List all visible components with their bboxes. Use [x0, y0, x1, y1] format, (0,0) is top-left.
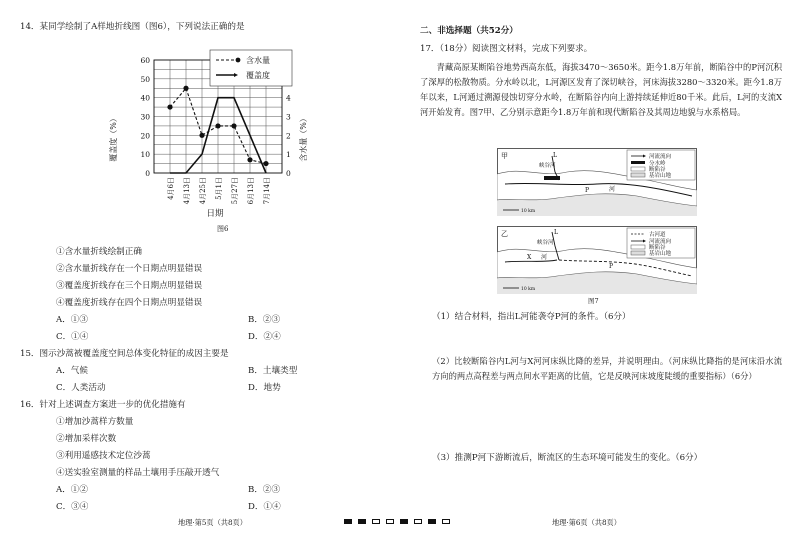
q14-item-3: ③覆盖度折线存在三个日期点明显错误: [56, 281, 203, 291]
q16-option-b[interactable]: B．②③: [248, 485, 281, 495]
marker-5: [400, 519, 408, 524]
map-b-legend-3: 断陷谷: [649, 245, 666, 251]
y-left-tick-label: 0: [145, 169, 150, 178]
y-right-label: 含水量（%）: [299, 114, 308, 162]
figure-6-caption: 图6: [217, 225, 229, 233]
x-tick-label: 4月6日: [167, 177, 175, 200]
q14-option-c[interactable]: C．①④: [56, 332, 89, 342]
figure-7b-map: [497, 226, 697, 294]
y-right-tick-label: 2: [286, 131, 291, 141]
map-a-tag: 甲: [501, 152, 508, 160]
q15-option-c[interactable]: C．人类活动: [56, 383, 106, 393]
q15-stem: 15．图示沙蒿被覆盖度空间总体变化特征的成因主要是: [20, 349, 229, 359]
data-point-water: [199, 133, 204, 138]
footer-left: 地理·第5页（共8页）: [178, 518, 247, 527]
y-left-label: 覆盖度（%）: [109, 114, 118, 162]
q17-sub1: （1）结合材料，指出L河能袭夺P河的条件。（6分）: [432, 312, 631, 322]
map-b-tag: 乙: [501, 230, 508, 238]
q16-stem: 16．针对上述调查方案进一步的优化措施有: [20, 400, 186, 410]
marker-1: [344, 519, 352, 524]
q14-option-d[interactable]: D．②④: [248, 332, 281, 342]
q15-option-a[interactable]: A．气候: [56, 366, 88, 376]
x-tick-label: 5月1日: [215, 177, 223, 200]
q14-option-a[interactable]: A．①③: [56, 315, 88, 325]
map-a-label-l: L: [553, 152, 557, 159]
map-b-legend-2: 河流流向: [649, 239, 672, 245]
x-tick-label: 4月25日: [199, 177, 207, 205]
y-right-tick-label: 4: [286, 93, 291, 103]
x-tick-label: 4月13日: [183, 177, 191, 205]
q16-option-a[interactable]: A．①②: [56, 485, 88, 495]
q14-item-1: ①含水量折线绘制正确: [56, 247, 142, 257]
map-b-scale: 10 km: [521, 287, 536, 292]
q16-item-1: ①增加沙蒿样方数量: [56, 417, 134, 427]
map-b-legend-4: 基岩山地: [649, 251, 672, 257]
map-a-scale: 10 km: [521, 209, 536, 214]
q16-option-c[interactable]: C．③④: [56, 502, 89, 512]
map-b-label-canyon: 峡谷河: [537, 240, 554, 246]
marker-3: [372, 519, 380, 524]
section-2-title: 二、非选择题（共52分）: [420, 26, 518, 36]
y-left-tick-label: 40: [140, 93, 150, 103]
q14-item-4: ④覆盖度折线存在四个日期点明显错误: [56, 298, 203, 308]
q17-stem: 17．（18分）阅读图文材料，完成下列要求。: [420, 44, 593, 54]
y-left-tick-label: 50: [140, 74, 150, 84]
x-axis-label: 日期: [206, 209, 224, 218]
q17-sub3: （3）推测P河下游断流后，断流区的生态环境可能发生的变化。（6分）: [432, 453, 703, 463]
marker-4: [386, 519, 394, 524]
y-right-tick-label: 0: [286, 169, 291, 178]
q15-option-b[interactable]: B．土壤类型: [248, 366, 298, 376]
map-b-label-l: L: [554, 229, 558, 236]
map-a-legend-3: 断陷谷: [649, 167, 666, 173]
map-b-label-p: P: [609, 263, 614, 270]
map-a-legend-1: 河流流向: [649, 154, 672, 160]
figure-7-caption: 图7: [588, 297, 599, 305]
map-b-label-river: 河: [541, 254, 548, 261]
figure-6-chart: [100, 38, 370, 218]
y-right-tick-label: 1: [286, 150, 291, 160]
map-a-label-river: 河: [609, 186, 616, 193]
q14-option-b[interactable]: B．②③: [248, 315, 281, 325]
x-tick-label: 5月27日: [231, 177, 239, 205]
marker-6: [414, 519, 422, 524]
map-a-legend-2: 分水岭: [649, 161, 666, 167]
q16-option-d[interactable]: D．①④: [248, 502, 281, 512]
legend-cover-label: 覆盖度: [246, 71, 270, 80]
q17-material: 青藏高原某断陷谷地势西高东低，海拔3470～3650米。距今1.8万年前，断陷谷中的P河沉积了深厚的松散物质。分水岭以北，L河源区发育了深切峡谷，河床海拔3280～3320米。距今1.8万年以来，L河通过溯源侵蚀切穿分水岭，在断陷谷内向上游持续延伸近80千米。此后，L河的支流X河开始发育。图7甲、乙分别示意距今1.8万年前和现代断陷谷及其周边地貌与水系格局。: [420, 62, 782, 117]
marker-2: [358, 519, 366, 524]
map-a-label-p: P: [585, 187, 590, 194]
data-point-water: [263, 161, 268, 166]
data-point-water: [215, 123, 220, 128]
q17-sub2: （2）比较断陷谷内L河与X河河床纵比降的差异，并说明理由。（河床纵比降指的是河床沿水流方向的两点高程差与两点间水平距离的比值，它是反映河床坡度陡缓的重要指标）（6分）: [432, 356, 782, 381]
map-a-label-canyon: 峡谷河: [539, 163, 556, 169]
marker-8: [442, 519, 450, 524]
data-point-water: [183, 86, 188, 91]
legend-water-label: 含水量: [246, 56, 270, 65]
x-tick-label: 6月13日: [247, 177, 255, 205]
map-a-legend-4: 基岩山地: [649, 173, 672, 179]
y-right-tick-label: 3: [286, 112, 291, 122]
footer-right: 地理·第6页（共8页）: [552, 518, 621, 527]
data-point-water: [247, 157, 252, 162]
y-left-tick-label: 30: [140, 112, 150, 122]
q14-item-2: ②含水量折线存在一个日期点明显错误: [56, 264, 203, 274]
figure-7a-map: [497, 148, 697, 216]
data-point-water: [167, 104, 172, 109]
y-left-tick-label: 60: [140, 56, 150, 65]
x-tick-label: 7月14日: [263, 177, 271, 205]
q16-item-3: ③利用遥感技术定位沙蒿: [56, 451, 151, 461]
marker-7: [428, 519, 436, 524]
y-left-tick-label: 10: [140, 150, 150, 160]
q16-item-4: ④送实验室测量的样品土壤用手压敲开透气: [56, 468, 220, 478]
map-b-label-x: X: [527, 254, 532, 261]
q14-stem: 14．某同学绘制了A样地折线图（图6），下列说法正确的是: [20, 22, 245, 32]
q16-item-2: ②增加采样次数: [56, 434, 117, 444]
y-left-tick-label: 20: [140, 131, 150, 141]
map-b-legend-1: 古河道: [649, 232, 666, 238]
q15-option-d[interactable]: D．地势: [248, 383, 281, 393]
data-point-water: [231, 123, 236, 128]
